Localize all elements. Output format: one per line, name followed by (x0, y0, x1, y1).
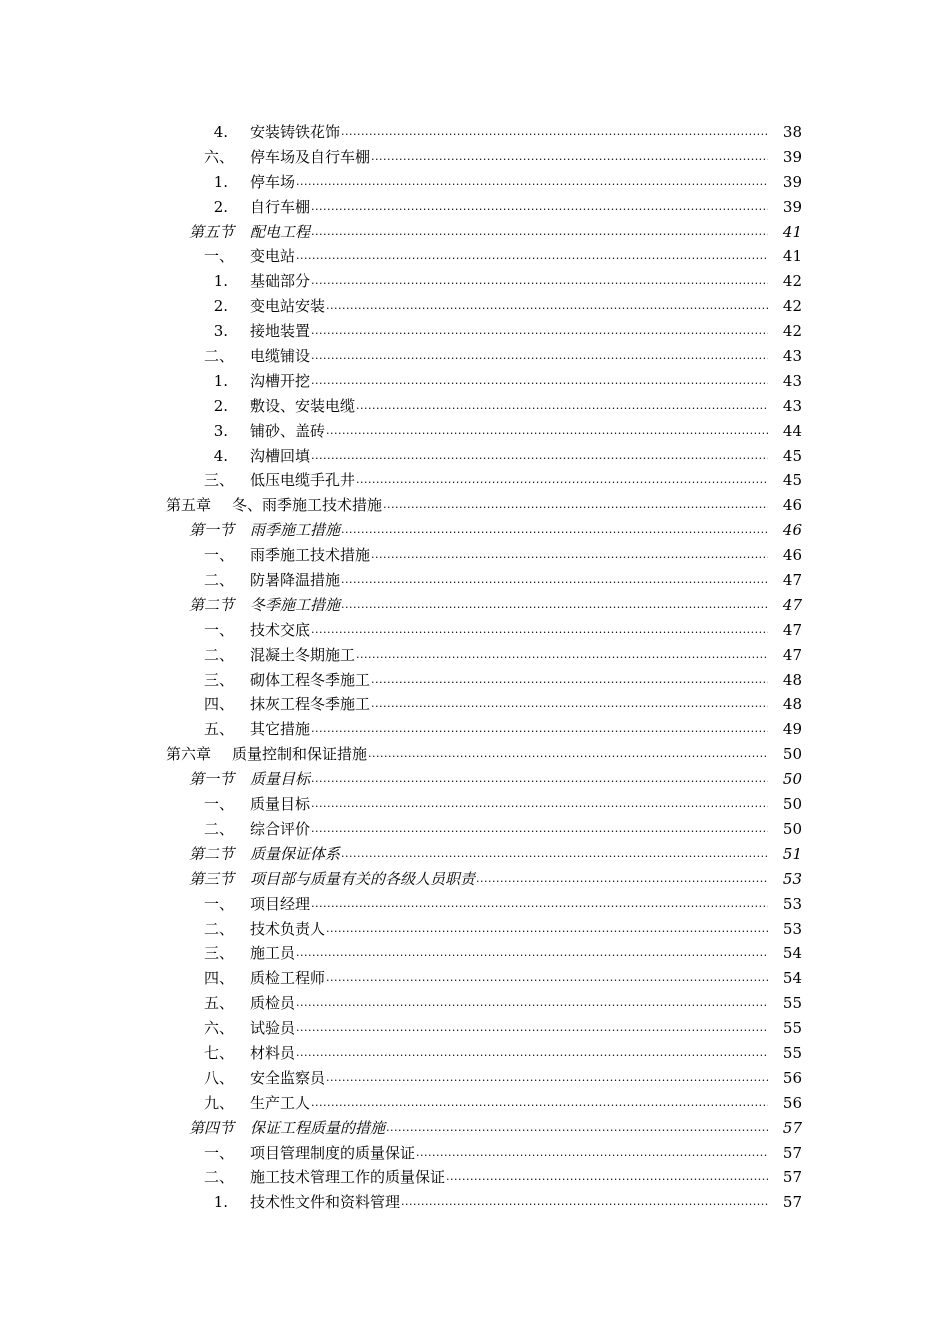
toc-entry-page-number: 57 (782, 1168, 802, 1187)
toc-entry-title-line (250, 991, 768, 1016)
toc-entry[interactable] (0, 618, 950, 643)
toc-entry-title-line (232, 742, 768, 767)
toc-entry-title-line (250, 145, 768, 170)
toc-entry-number: 二、 (203, 919, 234, 938)
toc-entry-title-line (250, 1041, 768, 1066)
toc-dot-leader (341, 120, 768, 145)
toc-dot-leader (371, 692, 768, 717)
toc-entry-title: 自行车棚 (250, 197, 311, 216)
toc-entry[interactable] (0, 568, 950, 593)
toc-entry[interactable] (0, 1165, 950, 1190)
toc-entry-page-number: 39 (782, 147, 802, 166)
toc-entry-title-line (250, 842, 768, 867)
toc-entry-page-number: 54 (782, 969, 802, 988)
toc-entry-title: 沟槽回填 (250, 446, 311, 465)
toc-entry[interactable] (0, 917, 950, 942)
toc-dot-leader (311, 1091, 768, 1116)
toc-entry-title-line (250, 867, 768, 892)
toc-entry-number: 一、 (203, 546, 234, 565)
toc-entry-title: 试验员 (250, 1019, 296, 1038)
toc-entry-title-line (250, 1091, 768, 1116)
toc-entry-number: 4. (213, 123, 228, 141)
toc-dot-leader (383, 493, 768, 518)
toc-entry[interactable] (0, 294, 950, 319)
toc-dot-leader (296, 1041, 768, 1066)
toc-entry[interactable] (0, 369, 950, 394)
toc-entry[interactable] (0, 692, 950, 717)
toc-entry-page-number: 46 (782, 521, 802, 540)
toc-entry-title-line (250, 1066, 768, 1091)
toc-entry-page-number: 42 (782, 322, 802, 341)
toc-entry-title: 安装铸铁花饰 (250, 123, 341, 141)
toc-dot-leader (341, 842, 768, 867)
toc-entry-title-line (250, 294, 768, 319)
toc-dot-leader (326, 419, 768, 444)
toc-entry-number: 三、 (203, 944, 234, 963)
toc-entry-title: 铺砂、盖砖 (250, 421, 326, 440)
toc-entry-title: 材料员 (250, 1043, 296, 1062)
toc-entry[interactable] (0, 145, 950, 170)
toc-dot-leader (296, 941, 768, 966)
toc-dot-leader (341, 518, 768, 543)
toc-entry[interactable] (0, 1066, 950, 1091)
toc-entry[interactable] (0, 319, 950, 344)
toc-entry-number: 第一节 (188, 770, 234, 789)
toc-entry-title: 电缆铺设 (250, 347, 311, 366)
toc-dot-leader (311, 344, 768, 369)
toc-entry-page-number: 47 (782, 620, 802, 639)
toc-entry-number: 四、 (203, 969, 234, 988)
toc-entry[interactable] (0, 593, 950, 618)
toc-entry-page-number: 53 (782, 919, 802, 938)
toc-entry-page-number: 53 (782, 894, 802, 913)
toc-entry[interactable] (0, 220, 950, 245)
toc-entry[interactable] (0, 394, 950, 419)
toc-entry-page-number: 41 (782, 247, 802, 266)
toc-entry-title: 施工员 (250, 944, 296, 963)
toc-entry-title: 技术交底 (250, 620, 311, 639)
toc-dot-leader (371, 543, 768, 568)
toc-entry-page-number: 39 (782, 172, 802, 191)
toc-dot-leader (311, 792, 768, 817)
toc-entry-title: 冬、雨季施工技术措施 (232, 496, 383, 515)
toc-dot-leader (401, 1190, 768, 1215)
toc-entry-page-number: 44 (782, 421, 802, 440)
toc-dot-leader (326, 294, 768, 319)
toc-entry-title-line (250, 1016, 768, 1041)
toc-entry-title: 质量保证体系 (250, 844, 341, 863)
toc-entry-page-number: 47 (782, 645, 802, 664)
toc-entry-number: 三、 (203, 471, 234, 490)
toc-entry-title: 混凝土冬期施工 (250, 645, 356, 664)
toc-entry-title-line (250, 767, 768, 792)
toc-entry-number: 五、 (203, 720, 234, 739)
toc-dot-leader (311, 220, 768, 245)
toc-entry-page-number: 55 (782, 994, 802, 1013)
toc-dot-leader (311, 618, 768, 643)
toc-entry-page-number: 45 (782, 471, 802, 490)
toc-entry-title-line (250, 120, 768, 145)
toc-entry-title-line (250, 394, 768, 419)
toc-entry-page-number: 51 (782, 844, 802, 863)
toc-dot-leader (356, 643, 768, 668)
toc-entry-title: 质量目标 (250, 770, 311, 789)
toc-entry-title-line (250, 917, 768, 942)
toc-entry-number: 2. (213, 297, 228, 316)
toc-entry-title-line (250, 618, 768, 643)
toc-entry-number: 第二节 (188, 844, 234, 863)
toc-entry[interactable] (0, 1190, 950, 1215)
toc-entry-title: 配电工程 (250, 222, 311, 241)
toc-entry-number: 1. (213, 1193, 228, 1212)
toc-entry-page-number: 43 (782, 347, 802, 366)
toc-entry-number: 1. (213, 172, 228, 191)
toc-entry-number: 3. (213, 421, 228, 440)
toc-entry[interactable] (0, 892, 950, 917)
toc-entry-title: 雨季施工措施 (250, 521, 341, 540)
toc-entry-page-number: 47 (782, 571, 802, 590)
toc-entry-title: 砌体工程冬季施工 (250, 670, 371, 689)
toc-entry-page-number: 50 (782, 819, 802, 838)
toc-entry-number: 3. (213, 322, 228, 341)
toc-entry-page-number: 50 (782, 745, 802, 764)
toc-dot-leader (368, 742, 768, 767)
toc-entry-page-number: 55 (782, 1019, 802, 1038)
toc-entry-title: 停车场及自行车棚 (250, 147, 371, 166)
toc-entry[interactable] (0, 344, 950, 369)
toc-entry[interactable] (0, 643, 950, 668)
toc-entry-number: 六、 (203, 147, 234, 166)
toc-entry-page-number: 50 (782, 795, 802, 814)
toc-entry[interactable] (0, 543, 950, 568)
toc-entry-title: 冬季施工措施 (250, 595, 341, 614)
toc-entry-number: 六、 (203, 1019, 234, 1038)
toc-entry-title: 项目经理 (250, 894, 311, 913)
toc-dot-leader (416, 1141, 768, 1166)
toc-entry-page-number: 43 (782, 371, 802, 390)
toc-entry[interactable] (0, 991, 950, 1016)
toc-entry-number: 2. (213, 197, 228, 216)
toc-entry-title: 技术负责人 (250, 919, 326, 938)
toc-entry-page-number: 56 (782, 1068, 802, 1087)
toc-entry[interactable] (0, 170, 950, 195)
toc-entry-title-line (250, 593, 768, 618)
toc-entry[interactable] (0, 1016, 950, 1041)
toc-entry-number: 二、 (203, 347, 234, 366)
toc-dot-leader (296, 170, 768, 195)
toc-entry-page-number: 46 (782, 496, 802, 515)
toc-entry-title: 质量控制和保证措施 (232, 745, 368, 764)
toc-entry-page-number: 48 (782, 695, 802, 714)
toc-entry-number: 第一节 (188, 521, 234, 540)
toc-entry-number: 二、 (203, 571, 234, 590)
toc-entry-title-line (250, 1141, 768, 1166)
toc-entry-number: 九、 (203, 1093, 234, 1112)
toc-entry-page-number: 45 (782, 446, 802, 465)
toc-entry-number: 一、 (203, 620, 234, 639)
toc-entry-title-line (250, 244, 768, 269)
toc-dot-leader (371, 668, 768, 693)
toc-entry-title-line (250, 319, 768, 344)
toc-entry-title-line (250, 269, 768, 294)
toc-entry-title: 停车场 (250, 172, 296, 191)
toc-dot-leader (311, 444, 768, 469)
toc-entry-title-line (250, 1190, 768, 1215)
toc-entry[interactable] (0, 518, 950, 543)
toc-entry-title-line (250, 817, 768, 842)
toc-entry-page-number: 56 (782, 1093, 802, 1112)
toc-entry-number: 三、 (203, 670, 234, 689)
toc-entry-page-number: 46 (782, 546, 802, 565)
toc-entry-page-number: 39 (782, 197, 802, 216)
toc-entry-title: 质检员 (250, 994, 296, 1013)
toc-dot-leader (296, 1016, 768, 1041)
toc-entry-number: 第三节 (188, 869, 234, 888)
toc-entry-title-line (250, 344, 768, 369)
toc-entry-title-line (250, 419, 768, 444)
toc-entry-title-line (250, 717, 768, 742)
toc-entry-title-line (250, 692, 768, 717)
toc-entry-title-line (250, 966, 768, 991)
toc-entry-title: 变电站安装 (250, 297, 326, 316)
toc-entry-page-number: 57 (782, 1118, 802, 1137)
toc-dot-leader (311, 369, 768, 394)
toc-entry[interactable] (0, 468, 950, 493)
toc-entry-title-line (250, 643, 768, 668)
toc-entry-title: 综合评价 (250, 819, 311, 838)
toc-entry-title: 质检工程师 (250, 969, 326, 988)
toc-entry-title: 生产工人 (250, 1093, 311, 1112)
toc-entry-number: 一、 (203, 795, 234, 814)
toc-dot-leader (296, 991, 768, 1016)
toc-entry-page-number: 41 (782, 222, 802, 241)
toc-entry-title: 项目部与质量有关的各级人员职责 (250, 869, 476, 888)
toc-dot-leader (311, 319, 768, 344)
toc-entry-number: 五、 (203, 994, 234, 1013)
toc-entry-title: 施工技术管理工作的质量保证 (250, 1168, 446, 1187)
toc-entry-title: 防暑降温措施 (250, 571, 341, 590)
toc-dot-leader (356, 394, 768, 419)
toc-entry-title-line (250, 444, 768, 469)
toc-dot-leader (311, 817, 768, 842)
toc-entry-number: 四、 (203, 695, 234, 714)
toc-entry[interactable] (0, 1041, 950, 1066)
toc-entry-number: 二、 (203, 645, 234, 664)
toc-entry-page-number: 38 (782, 123, 802, 141)
toc-entry-page-number: 47 (782, 595, 802, 614)
toc-entry-number: 2. (213, 396, 228, 415)
toc-dot-leader (311, 767, 768, 792)
toc-entry-number: 二、 (203, 819, 234, 838)
toc-entry-number: 1. (213, 371, 228, 390)
toc-entry-page-number: 57 (782, 1143, 802, 1162)
toc-entry-number: 第五节 (188, 222, 234, 241)
toc-entry-title-line (250, 1116, 768, 1141)
toc-entry[interactable] (0, 244, 950, 269)
toc-entry-page-number: 55 (782, 1043, 802, 1062)
toc-entry-title-line (250, 369, 768, 394)
toc-entry[interactable] (0, 717, 950, 742)
toc-entry-title: 技术性文件和资料管理 (250, 1193, 401, 1212)
toc-entry[interactable] (0, 1141, 950, 1166)
toc-entry[interactable] (0, 966, 950, 991)
toc-dot-leader (326, 966, 768, 991)
toc-entry-page-number: 43 (782, 396, 802, 415)
toc-entry-title: 质量目标 (250, 795, 311, 814)
table-of-contents (0, 120, 950, 1215)
toc-entry-number: 一、 (203, 1143, 234, 1162)
toc-entry-title: 雨季施工技术措施 (250, 546, 371, 565)
toc-entry-page-number: 49 (782, 720, 802, 739)
toc-dot-leader (386, 1116, 768, 1141)
toc-entry-title: 项目管理制度的质量保证 (250, 1143, 416, 1162)
toc-entry-title-line (250, 568, 768, 593)
toc-entry-title: 变电站 (250, 247, 296, 266)
toc-dot-leader (311, 892, 768, 917)
toc-entry-page-number: 50 (782, 770, 802, 789)
toc-entry-number: 一、 (203, 247, 234, 266)
toc-entry-title-line (250, 518, 768, 543)
toc-dot-leader (371, 145, 768, 170)
toc-entry-page-number: 48 (782, 670, 802, 689)
toc-entry[interactable] (0, 792, 950, 817)
toc-entry-title-line (250, 668, 768, 693)
toc-entry-page-number: 42 (782, 272, 802, 291)
toc-dot-leader (311, 717, 768, 742)
toc-dot-leader (326, 1066, 768, 1091)
toc-entry-title-line (232, 493, 768, 518)
toc-dot-leader (341, 593, 768, 618)
toc-dot-leader (356, 468, 768, 493)
toc-entry-number: 1. (213, 272, 228, 291)
toc-entry-title: 其它措施 (250, 720, 311, 739)
toc-entry-title-line (250, 220, 768, 245)
toc-entry-page-number: 53 (782, 869, 802, 888)
toc-entry-number: 第二节 (188, 595, 234, 614)
toc-entry-title: 接地装置 (250, 322, 311, 341)
toc-entry[interactable] (0, 867, 950, 892)
toc-entry[interactable] (0, 817, 950, 842)
toc-dot-leader (341, 568, 768, 593)
toc-entry[interactable] (0, 120, 950, 145)
toc-entry[interactable] (0, 1116, 950, 1141)
toc-dot-leader (446, 1165, 768, 1190)
toc-entry-page-number: 54 (782, 944, 802, 963)
toc-entry-title: 沟槽开挖 (250, 371, 311, 390)
toc-entry[interactable] (0, 1091, 950, 1116)
toc-entry[interactable] (0, 269, 950, 294)
toc-entry-title-line (250, 195, 768, 220)
toc-entry-number: 第五章 (166, 496, 212, 515)
toc-entry-title-line (250, 170, 768, 195)
toc-entry[interactable] (0, 742, 950, 767)
toc-dot-leader (326, 917, 768, 942)
toc-dot-leader (296, 244, 768, 269)
toc-entry-number: 第四节 (188, 1118, 234, 1137)
toc-entry-title-line (250, 1165, 768, 1190)
toc-entry-number: 第六章 (166, 745, 212, 764)
toc-entry[interactable] (0, 444, 950, 469)
toc-entry-title: 敷设、安装电缆 (250, 396, 356, 415)
toc-entry-title: 抹灰工程冬季施工 (250, 695, 371, 714)
toc-entry-title: 保证工程质量的措施 (250, 1118, 386, 1137)
toc-entry-title-line (250, 941, 768, 966)
toc-dot-leader (311, 269, 768, 294)
toc-entry[interactable] (0, 419, 950, 444)
toc-entry-title: 安全监察员 (250, 1068, 326, 1087)
toc-entry-page-number: 57 (782, 1193, 802, 1212)
toc-entry-title-line (250, 892, 768, 917)
toc-entry-number: 七、 (203, 1043, 234, 1062)
toc-dot-leader (476, 867, 768, 892)
toc-entry-page-number: 42 (782, 297, 802, 316)
toc-entry[interactable] (0, 493, 950, 518)
toc-entry-number: 二、 (203, 1168, 234, 1187)
toc-entry-title-line (250, 468, 768, 493)
toc-entry-title-line (250, 543, 768, 568)
toc-entry-number: 一、 (203, 894, 234, 913)
toc-entry-number: 八、 (203, 1068, 234, 1087)
toc-dot-leader (311, 195, 768, 220)
toc-entry-number: 4. (213, 446, 228, 465)
toc-entry[interactable] (0, 842, 950, 867)
toc-entry[interactable] (0, 195, 950, 220)
toc-entry[interactable] (0, 941, 950, 966)
toc-entry[interactable] (0, 668, 950, 693)
toc-entry[interactable] (0, 767, 950, 792)
toc-entry-title: 基础部分 (250, 272, 311, 291)
toc-entry-title: 低压电缆手孔井 (250, 471, 356, 490)
toc-entry-title-line (250, 792, 768, 817)
